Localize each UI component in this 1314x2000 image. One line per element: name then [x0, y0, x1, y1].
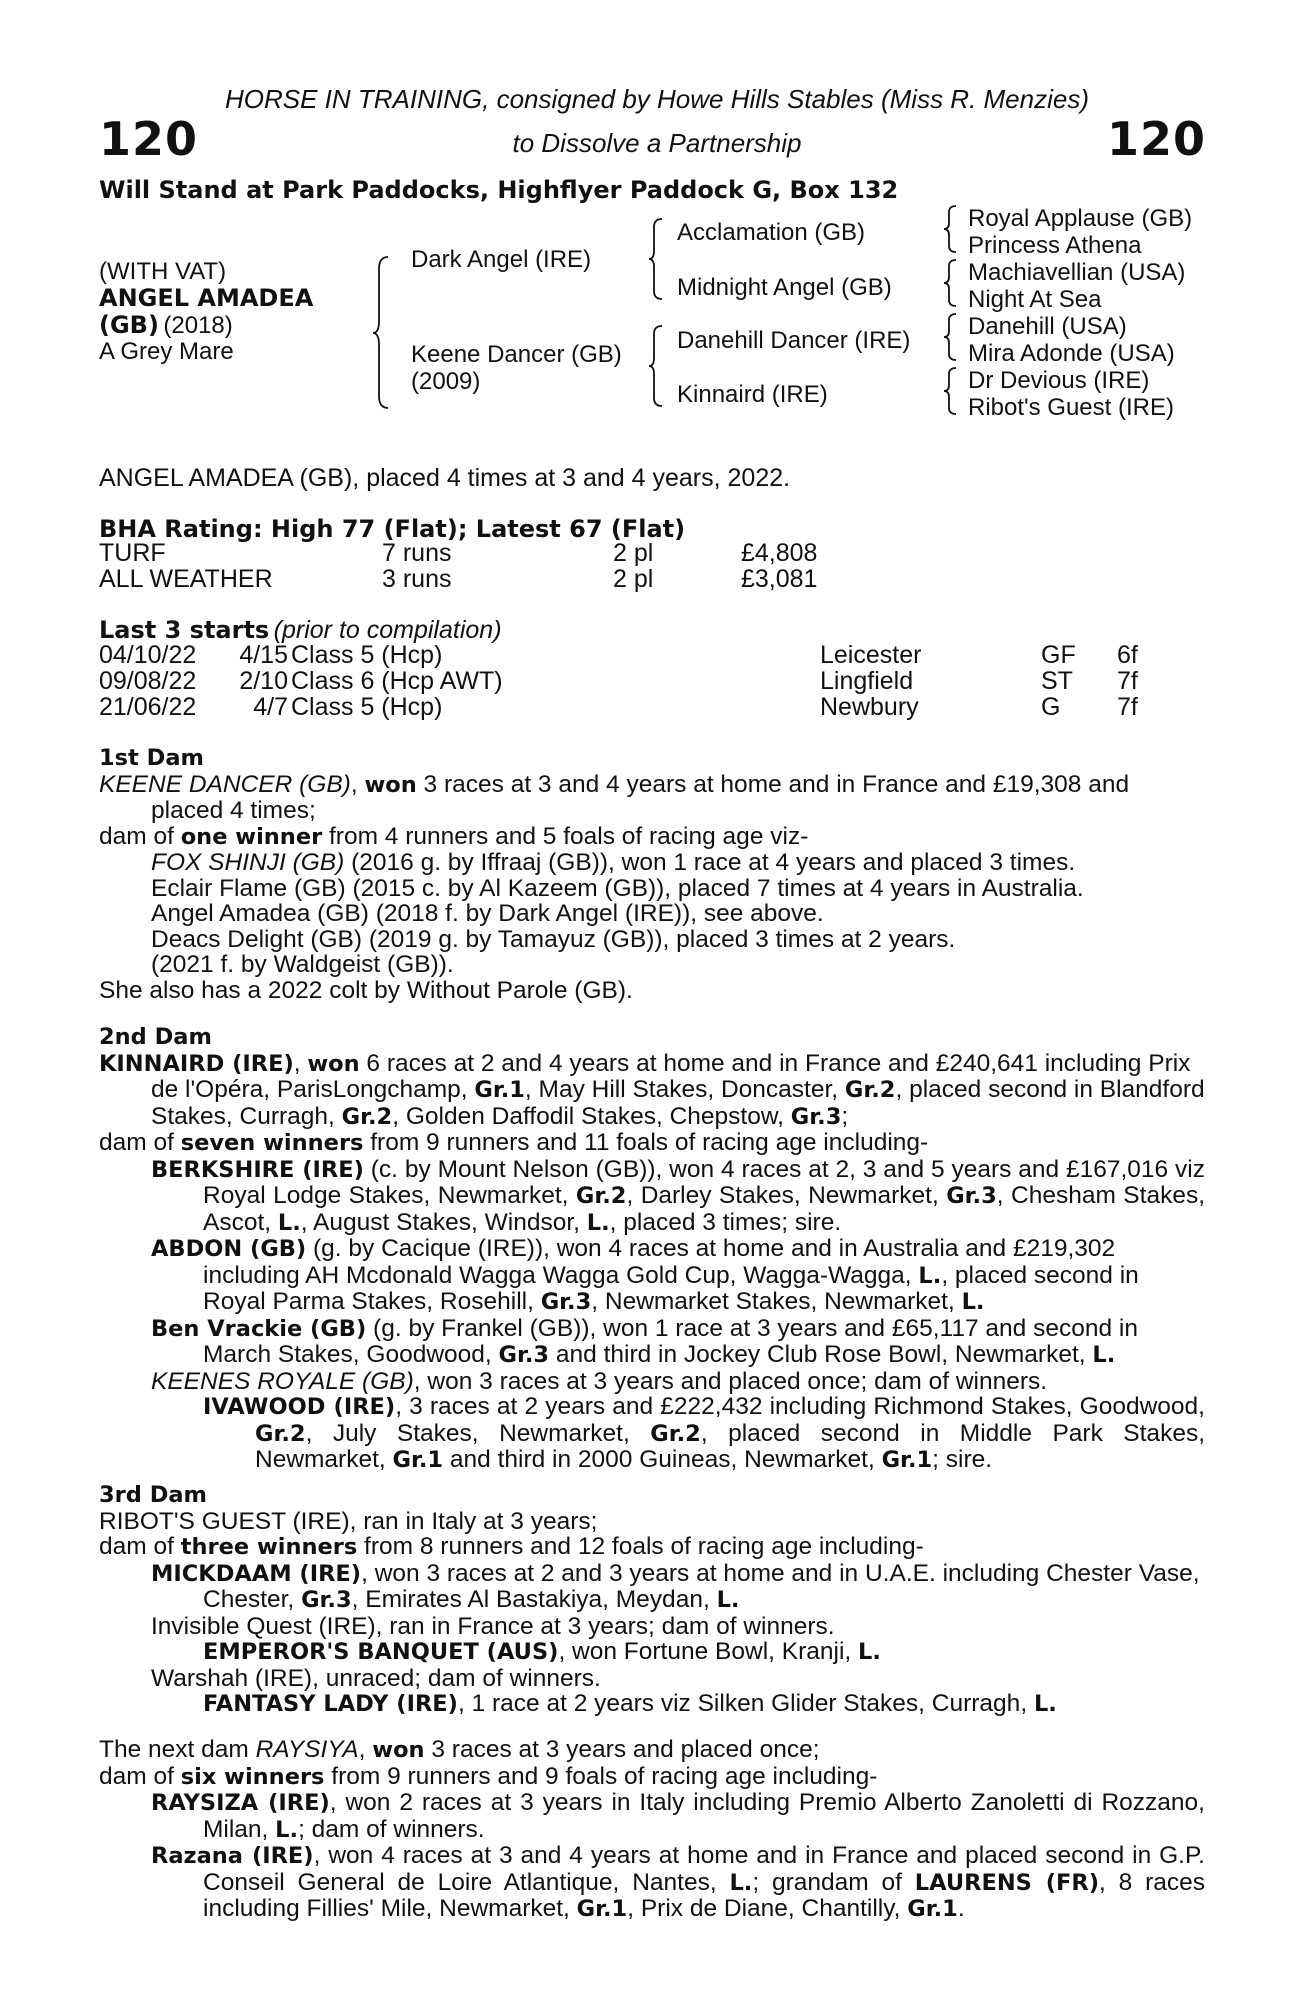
start-pos: 4/15 — [239, 641, 288, 669]
offspring-ben-vrackie: Ben Vrackie (GB) (g. by Frankel (GB)), won 1 race at 3 years and £65,117 and second in March Stakes, Goodwood, Gr.3 and third in Jockey Club Rose Bowl, Newmarket, L. — [151, 1314, 1138, 1368]
pedigree-g4: Night At Sea — [968, 286, 1102, 313]
start-going: ST — [1041, 667, 1073, 695]
brace-g2 — [943, 258, 959, 308]
horse-name-line — [99, 284, 313, 312]
rating-turf-runs: 7 runs — [382, 539, 452, 567]
rating-aw-prize: £3,081 — [741, 565, 818, 593]
last-starts-title: Last 3 starts — [99, 616, 270, 644]
rating-aw-runs: 3 runs — [382, 565, 452, 593]
start-date: 09/08/22 — [99, 667, 197, 695]
start-race: Class 5 (Hcp) — [291, 693, 443, 721]
start-race: Class 6 (Hcp AWT) — [291, 667, 503, 695]
next-dam-intro: The next dam RAYSIYA, won 3 races at 3 years and placed once; — [99, 1736, 820, 1763]
second-dam-produce: dam of seven winners from 9 runners and 11 foals of racing age including- — [99, 1129, 929, 1156]
start-distance: 7f — [1117, 693, 1138, 721]
rating-turf-prize: £4,808 — [741, 539, 818, 567]
offspring-warshah: Warshah (IRE), unraced; dam of winners. — [151, 1664, 601, 1692]
pedigree-dam-year: (2009) — [411, 368, 481, 395]
pedigree-dam-dam: Kinnaird (IRE) — [677, 381, 828, 408]
brace-g4 — [943, 366, 959, 416]
first-dam-produce: dam of one winner from 4 runners and 5 foals of racing age viz- — [99, 822, 809, 850]
pedigree-dam: Keene Dancer (GB) — [411, 341, 622, 368]
pedigree-g8: Ribot's Guest (IRE) — [968, 394, 1174, 421]
first-dam-section — [99, 745, 1205, 1003]
horse-name: ANGEL AMADEA — [99, 284, 314, 312]
start-going: GF — [1041, 641, 1076, 669]
horse-country: (GB) — [99, 311, 159, 339]
second-dam-section — [99, 1024, 1205, 1474]
pedigree-sire: Dark Angel (IRE) — [411, 246, 592, 273]
start-date: 21/06/22 — [99, 693, 197, 721]
start-pos: 2/10 — [239, 667, 288, 695]
horse-origin-line — [99, 311, 233, 340]
brace-sire-dam — [372, 255, 392, 410]
lot-number-left: 120 — [99, 112, 199, 166]
start-date: 04/10/22 — [99, 641, 197, 669]
third-dam-section — [99, 1482, 1205, 1718]
start-distance: 7f — [1117, 667, 1138, 695]
pedigree-g2: Princess Athena — [968, 232, 1142, 259]
offspring-raysiza: RAYSIZA (IRE), won 2 races at 3 years in Italy including Premio Alberto Zanoletti di Rozzano, Milan, L.; dam of winners. — [151, 1789, 1205, 1843]
stand-location: Will Stand at Park Paddocks, Highflyer Paddock G, Box 132 — [99, 176, 899, 204]
pedigree-g7: Dr Devious (IRE) — [968, 367, 1150, 394]
vat-label: (WITH VAT) — [99, 258, 227, 285]
bha-rating-title: BHA Rating: High 77 (Flat); Latest 67 (Flat) — [99, 515, 686, 543]
rating-turf-placed: 2 pl — [613, 539, 654, 567]
third-dam-produce: dam of three winners from 8 runners and 12 foals of racing age including- — [99, 1533, 924, 1560]
last-starts-heading — [99, 616, 502, 644]
pedigree-g3: Machiavellian (USA) — [968, 259, 1186, 286]
brace-sire — [648, 217, 666, 301]
start-pos: 4/7 — [253, 693, 288, 721]
offspring-invisible-quest: Invisible Quest (IRE), ran in France at 3 years; dam of winners. — [151, 1612, 835, 1640]
offspring-entry: Deacs Delight (GB) (2019 g. by Tamayuz (GB)), placed 3 times at 2 years. — [151, 925, 956, 953]
horse-year: (2018) — [163, 312, 233, 339]
offspring-ivawood: IVAWOOD (IRE), 3 races at 2 years and £222,432 including Richmond Stakes, Goodwood, Gr.2, July Stakes, Newmarket, Gr.2, placed second in Middle Park Stakes, Newmarket, Gr.1 and third in 2000 Guineas, Newmarket, Gr.1; sire. — [203, 1393, 1205, 1473]
offspring-entry: (2021 f. by Waldgeist (GB)). — [151, 951, 454, 978]
start-race: Class 5 (Hcp) — [291, 641, 443, 669]
brace-g3 — [943, 312, 959, 362]
rating-aw-surface: ALL WEATHER — [99, 565, 273, 593]
offspring-fantasy-lady: FANTASY LADY (IRE), 1 race at 2 years viz Silken Glider Stakes, Curragh, L. — [203, 1690, 1057, 1717]
pedigree-dam-sire: Danehill Dancer (IRE) — [677, 327, 911, 354]
offspring-emperors-banquet: EMPEROR'S BANQUET (AUS), won Fortune Bowl, Kranji, L. — [203, 1638, 881, 1665]
second-dam-intro: KINNAIRD (IRE), won 6 races at 2 and 4 years at home and in France and £240,641 including Prix de l'Opéra, ParisLongchamp, Gr.1, May Hill Stakes, Doncaster, Gr.2, placed second in Blandford Stakes, Curragh, Gr.2, Golden Daffodil Stakes, Chepstow, Gr.3; — [99, 1049, 1205, 1130]
third-dam-title: 3rd Dam — [99, 1482, 207, 1508]
start-distance: 6f — [1117, 641, 1138, 669]
start-course: Lingfield — [820, 667, 914, 695]
horse-summary: ANGEL AMADEA (GB), placed 4 times at 3 and 4 years, 2022. — [99, 464, 791, 492]
offspring-entry: FOX SHINJI (GB) (2016 g. by Iffraaj (GB)), won 1 race at 4 years and placed 3 times. — [151, 849, 1076, 876]
offspring-berkshire: BERKSHIRE (IRE) (c. by Mount Nelson (GB)), won 4 races at 2, 3 and 5 years and £167,016 viz Royal Lodge Stakes, Newmarket, Gr.2, Darley Stakes, Newmarket, Gr.3, Chesham Stakes, Ascot, L., August Stakes, Windsor, L., placed 3 times; sire. — [151, 1155, 1205, 1236]
next-dam-produce: dam of six winners from 9 runners and 9 foals of racing age including- — [99, 1762, 878, 1790]
last-starts-note: (prior to compilation) — [273, 616, 502, 644]
offspring-entry: Eclair Flame (GB) (2015 c. by Al Kazeem (GB)), placed 7 times at 4 years in Australia. — [151, 874, 1084, 902]
offspring-razana: Razana (IRE), won 4 races at 3 and 4 years at home and in France and placed second in G.P. Conseil General de Loire Atlantique, Nantes, L.; grandam of LAURENS (FR), 8 races including Fillies' Mile, Newmarket, Gr.1, Prix de Diane, Chantilly, Gr.1. — [151, 1842, 1205, 1922]
header-consignor: HORSE IN TRAINING, consigned by Howe Hills Stables (Miss R. Menzies) — [224, 84, 1089, 114]
third-dam-intro: RIBOT'S GUEST (IRE), ran in Italy at 3 years; — [99, 1507, 598, 1535]
brace-dam — [648, 324, 666, 408]
offspring-entry: Angel Amadea (GB) (2018 f. by Dark Angel (IRE)), see above. — [151, 900, 824, 927]
pedigree-g1: Royal Applause (GB) — [968, 205, 1193, 232]
offspring-abdon: ABDON (GB) (g. by Cacique (IRE)), won 4 races at home and in Australia and £219,302 including AH Mcdonald Wagga Wagga Gold Cup, Wagga-Wagga, L., placed second in Royal Parma Stakes, Rosehill, Gr.3, Newmarket Stakes, Newmarket, L. — [151, 1235, 1139, 1315]
rating-aw-placed: 2 pl — [613, 565, 654, 593]
next-dam-section — [99, 1737, 1205, 1923]
pedigree-g6: Mira Adonde (USA) — [968, 340, 1175, 367]
lot-number-right: 120 — [1106, 112, 1206, 166]
header-dissolve: to Dissolve a Partnership — [512, 128, 802, 158]
second-dam-title: 2nd Dam — [99, 1024, 212, 1050]
offspring-keenes-royale: KEENES ROYALE (GB), won 3 races at 3 years and placed once; dam of winners. — [151, 1367, 1048, 1395]
pedigree-sire-sire: Acclamation (GB) — [677, 219, 866, 246]
first-dam-also: She also has a 2022 colt by Without Parole (GB). — [99, 976, 633, 1004]
start-course: Newbury — [820, 693, 919, 721]
offspring-mickdaam: MICKDAAM (IRE), won 3 races at 2 and 3 years at home and in U.A.E. including Chester Vase, Chester, Gr.3, Emirates Al Bastakiya, Meydan, L. — [151, 1559, 1200, 1613]
first-dam-title: 1st Dam — [99, 745, 204, 771]
pedigree-sire-dam: Midnight Angel (GB) — [677, 274, 892, 301]
start-going: G — [1041, 693, 1061, 721]
first-dam-intro: KEENE DANCER (GB), won 3 races at 3 and 4 years at home and in France and £19,308 and placed 4 times; — [99, 770, 1130, 824]
start-course: Leicester — [820, 641, 922, 669]
brace-g1 — [943, 204, 959, 254]
horse-description: A Grey Mare — [99, 338, 234, 365]
rating-turf-surface: TURF — [99, 539, 166, 567]
pedigree-g5: Danehill (USA) — [968, 313, 1127, 340]
